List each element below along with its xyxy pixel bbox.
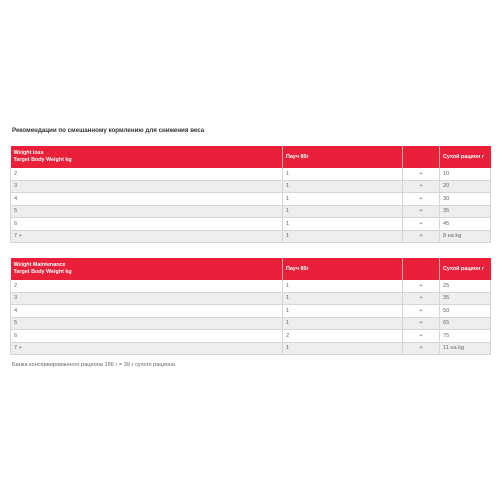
cell-dry: 11 на kg — [440, 342, 491, 355]
header-pouch: Пауч 85г — [283, 146, 403, 168]
cell-pouch: 1 — [283, 230, 403, 243]
table-row — [11, 168, 491, 180]
header-operator — [403, 258, 440, 280]
cell-operator: + — [403, 230, 440, 243]
page-heading: Рекомендации по смешанному кормлению для снижения веса — [12, 127, 205, 134]
cell-operator: + — [403, 218, 440, 231]
cell-operator: + — [403, 330, 440, 343]
header-operator — [403, 146, 440, 168]
cell-dry: 25 — [440, 280, 491, 292]
cell-pouch: 1 — [283, 342, 403, 355]
cell-weight: 2 — [11, 168, 283, 180]
table-row — [11, 292, 491, 305]
cell-pouch: 1 — [283, 305, 403, 318]
table-row — [11, 305, 491, 318]
cell-dry: 30 — [440, 193, 491, 206]
header-subtitle: Target Body Weight kg — [13, 157, 72, 163]
cell-dry: 50 — [440, 305, 491, 318]
table-row — [11, 218, 491, 231]
header-title: Weight Maintenance — [13, 262, 66, 268]
cell-weight: 5 — [11, 317, 283, 330]
cell-dry: 45 — [440, 218, 491, 231]
cell-pouch: 1 — [283, 180, 403, 193]
cell-weight: 5 — [11, 205, 283, 218]
weight-loss-table — [10, 146, 491, 243]
footnote: Банка консервированного рациона 156 г = 39 г сухого рациона. — [12, 362, 177, 368]
cell-dry: 75 — [440, 330, 491, 343]
cell-operator: + — [403, 180, 440, 193]
cell-pouch: 1 — [283, 292, 403, 305]
table-row — [11, 180, 491, 193]
cell-operator: + — [403, 342, 440, 355]
cell-weight: 6 — [11, 218, 283, 231]
cell-pouch: 1 — [283, 317, 403, 330]
cell-weight: 4 — [11, 305, 283, 318]
table-row — [11, 230, 491, 243]
cell-dry: 35 — [440, 292, 491, 305]
cell-dry: 10 — [440, 168, 491, 180]
cell-operator: + — [403, 193, 440, 206]
header-target-weight — [11, 258, 283, 280]
header-subtitle: Target Body Weight kg — [13, 269, 72, 275]
table-row — [11, 342, 491, 355]
cell-pouch: 1 — [283, 193, 403, 206]
cell-pouch: 1 — [283, 168, 403, 180]
cell-pouch: 1 — [283, 280, 403, 292]
table-row — [11, 317, 491, 330]
table-row — [11, 193, 491, 206]
cell-pouch: 1 — [283, 205, 403, 218]
table-header-row — [11, 258, 491, 280]
cell-weight: 7 + — [11, 230, 283, 243]
cell-weight: 4 — [11, 193, 283, 206]
cell-weight: 2 — [11, 280, 283, 292]
header-title: Weight loss — [13, 150, 44, 156]
weight-maintenance-table — [10, 258, 491, 355]
header-dry-food: Сухой рацион г — [440, 258, 491, 280]
table-row — [11, 330, 491, 343]
table-row — [11, 280, 491, 292]
cell-operator: + — [403, 292, 440, 305]
cell-dry: 35 — [440, 205, 491, 218]
header-target-weight — [11, 146, 283, 168]
cell-weight: 6 — [11, 330, 283, 343]
cell-operator: + — [403, 317, 440, 330]
header-pouch: Пауч 85г — [283, 258, 403, 280]
cell-dry: 65 — [440, 317, 491, 330]
cell-operator: + — [403, 168, 440, 180]
table-row — [11, 205, 491, 218]
header-dry-food: Сухой рацион г — [440, 146, 491, 168]
cell-dry: 20 — [440, 180, 491, 193]
cell-operator: + — [403, 280, 440, 292]
cell-pouch: 1 — [283, 218, 403, 231]
cell-dry: 8 на kg — [440, 230, 491, 243]
cell-pouch: 2 — [283, 330, 403, 343]
cell-weight: 3 — [11, 180, 283, 193]
table-header-row — [11, 146, 491, 168]
cell-weight: 7 + — [11, 342, 283, 355]
cell-operator: + — [403, 205, 440, 218]
cell-weight: 3 — [11, 292, 283, 305]
cell-operator: + — [403, 305, 440, 318]
